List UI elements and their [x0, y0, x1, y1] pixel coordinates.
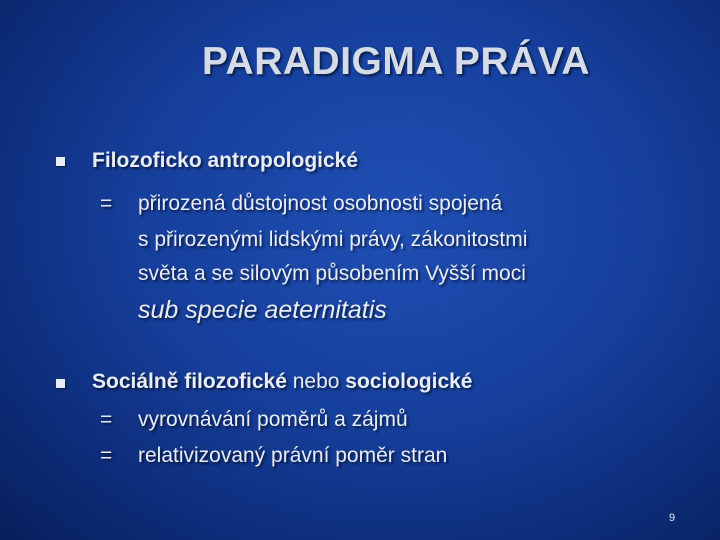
section2-heading-connector: nebo	[286, 370, 346, 393]
section2-heading	[92, 370, 473, 394]
square-bullet-icon	[56, 157, 65, 166]
square-bullet-icon	[56, 379, 65, 388]
section2-equals-sign-2: =	[100, 444, 113, 467]
section1-line-2: s přirozenými lidskými právy, zákonitostmi	[138, 228, 528, 251]
page-number: 9	[669, 512, 676, 524]
section2-line-2: relativizovaný právní poměr stran	[138, 444, 448, 467]
section2-line-1: vyrovnávání poměrů a zájmů	[138, 408, 408, 431]
section1-line-3: světa a se silovým působením Vyšší moci	[138, 262, 526, 285]
section2-equals-sign-1: =	[100, 408, 113, 431]
section2-heading-part3: sociologické	[345, 370, 473, 393]
section1-line-1: přirozená důstojnost osobnosti spojená	[138, 192, 503, 215]
section1-heading: Filozoficko antropologické	[92, 149, 359, 172]
slide-title: PARADIGMA PRÁVA	[201, 40, 591, 83]
section2-heading-part1: Sociálně filozofické	[92, 370, 287, 393]
section1-latin-phrase: sub specie aeternitatis	[138, 296, 387, 324]
section1-equals-sign: =	[100, 192, 113, 215]
